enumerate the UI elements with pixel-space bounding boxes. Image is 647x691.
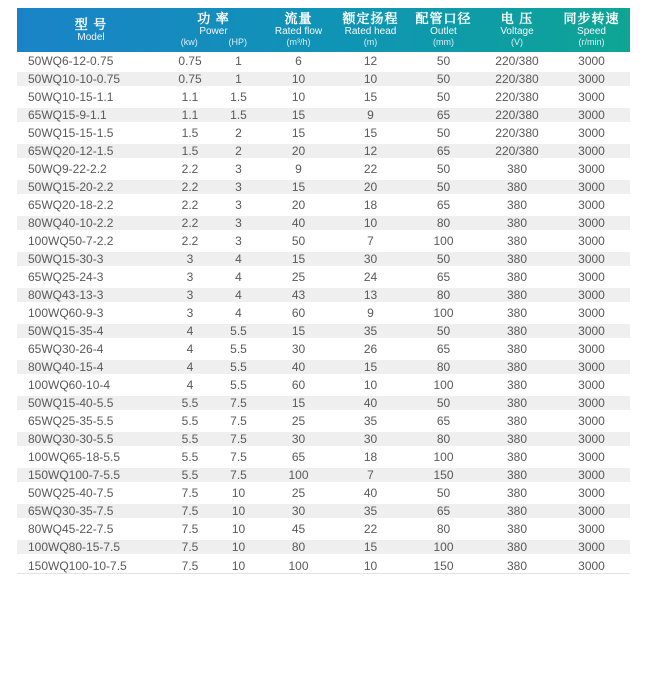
cell-outlet: 80 <box>406 430 481 448</box>
cell-flow: 100 <box>262 466 335 484</box>
cell-power-kw: 5.5 <box>165 394 215 412</box>
cell-voltage: 380 <box>481 556 553 574</box>
cell-power-hp: 2 <box>215 142 262 160</box>
cell-power-hp: 10 <box>215 520 262 538</box>
cell-head: 13 <box>335 286 406 304</box>
cell-head: 22 <box>335 160 406 178</box>
cell-flow: 40 <box>262 214 335 232</box>
cell-model: 100WQ50-7-2.2 <box>17 232 165 250</box>
cell-power-hp: 10 <box>215 538 262 556</box>
table-row <box>17 430 630 448</box>
flow-header-unit: (m³/h) <box>286 37 311 47</box>
cell-power-kw: 5.5 <box>165 466 215 484</box>
power-unit-hp: (HP) <box>228 37 247 47</box>
cell-head: 9 <box>335 304 406 322</box>
cell-speed: 3000 <box>553 178 630 196</box>
cell-flow: 9 <box>262 160 335 178</box>
cell-outlet: 65 <box>406 412 481 430</box>
cell-power-hp: 7.5 <box>215 466 262 484</box>
cell-speed: 3000 <box>553 484 630 502</box>
table-row <box>17 556 630 574</box>
cell-outlet: 50 <box>406 88 481 106</box>
cell-speed: 3000 <box>553 304 630 322</box>
cell-power-hp: 7.5 <box>215 430 262 448</box>
cell-power-kw: 1.1 <box>165 106 215 124</box>
cell-flow: 60 <box>262 376 335 394</box>
cell-speed: 3000 <box>553 286 630 304</box>
cell-model: 65WQ30-26-4 <box>17 340 165 358</box>
outlet-header-en: Outlet <box>430 26 457 37</box>
cell-voltage: 220/380 <box>481 52 553 70</box>
cell-model: 65WQ30-35-7.5 <box>17 502 165 520</box>
cell-speed: 3000 <box>553 160 630 178</box>
cell-power-hp: 2 <box>215 124 262 142</box>
cell-voltage: 380 <box>481 268 553 286</box>
cell-model: 50WQ9-22-2.2 <box>17 160 165 178</box>
cell-power-hp: 7.5 <box>215 412 262 430</box>
cell-speed: 3000 <box>553 412 630 430</box>
cell-model: 100WQ60-9-3 <box>17 304 165 322</box>
cell-voltage: 380 <box>481 358 553 376</box>
cell-voltage: 380 <box>481 178 553 196</box>
cell-power-kw: 0.75 <box>165 52 215 70</box>
table-row <box>17 448 630 466</box>
cell-voltage: 380 <box>481 232 553 250</box>
cell-head: 7 <box>335 232 406 250</box>
cell-outlet: 80 <box>406 520 481 538</box>
model-header-zh: 型 号 <box>74 16 108 32</box>
cell-voltage: 220/380 <box>481 88 553 106</box>
cell-outlet: 50 <box>406 484 481 502</box>
cell-outlet: 150 <box>406 556 481 574</box>
table-row <box>17 358 630 376</box>
cell-voltage: 380 <box>481 502 553 520</box>
outlet-header-zh: 配管口径 <box>415 11 472 26</box>
cell-outlet: 65 <box>406 196 481 214</box>
cell-head: 40 <box>335 394 406 412</box>
cell-model: 50WQ15-30-3 <box>17 250 165 268</box>
cell-speed: 3000 <box>553 358 630 376</box>
speed-header-en: Speed <box>577 26 606 37</box>
cell-speed: 3000 <box>553 538 630 556</box>
cell-flow: 15 <box>262 124 335 142</box>
cell-head: 22 <box>335 520 406 538</box>
power-header-en: Power <box>199 26 228 37</box>
voltage-header-en: Voltage <box>500 26 534 37</box>
cell-model: 150WQ100-10-7.5 <box>17 556 165 574</box>
header-row <box>17 8 630 52</box>
cell-outlet: 65 <box>406 502 481 520</box>
table-row <box>17 538 630 556</box>
cell-speed: 3000 <box>553 502 630 520</box>
cell-model: 65WQ25-24-3 <box>17 268 165 286</box>
cell-head: 10 <box>335 376 406 394</box>
cell-power-hp: 4 <box>215 268 262 286</box>
cell-power-kw: 3 <box>165 304 215 322</box>
cell-power-kw: 2.2 <box>165 214 215 232</box>
col-header-model <box>17 8 165 52</box>
cell-outlet: 65 <box>406 106 481 124</box>
cell-flow: 30 <box>262 502 335 520</box>
cell-outlet: 100 <box>406 376 481 394</box>
cell-head: 15 <box>335 124 406 142</box>
cell-power-kw: 2.2 <box>165 178 215 196</box>
cell-power-hp: 3 <box>215 178 262 196</box>
cell-head: 18 <box>335 448 406 466</box>
cell-voltage: 380 <box>481 484 553 502</box>
cell-outlet: 100 <box>406 304 481 322</box>
cell-power-kw: 3 <box>165 250 215 268</box>
cell-power-kw: 5.5 <box>165 412 215 430</box>
cell-power-kw: 7.5 <box>165 556 215 574</box>
cell-flow: 100 <box>262 556 335 574</box>
cell-power-kw: 7.5 <box>165 538 215 556</box>
cell-speed: 3000 <box>553 556 630 574</box>
cell-outlet: 65 <box>406 142 481 160</box>
table-row <box>17 124 630 142</box>
table-row <box>17 160 630 178</box>
cell-power-hp: 5.5 <box>215 358 262 376</box>
cell-speed: 3000 <box>553 70 630 88</box>
cell-model: 100WQ65-18-5.5 <box>17 448 165 466</box>
cell-voltage: 380 <box>481 466 553 484</box>
table-row <box>17 268 630 286</box>
cell-flow: 6 <box>262 52 335 70</box>
table-row <box>17 142 630 160</box>
cell-flow: 15 <box>262 394 335 412</box>
cell-outlet: 50 <box>406 52 481 70</box>
cell-outlet: 150 <box>406 466 481 484</box>
cell-power-hp: 4 <box>215 250 262 268</box>
cell-power-hp: 10 <box>215 484 262 502</box>
cell-model: 80WQ45-22-7.5 <box>17 520 165 538</box>
cell-head: 10 <box>335 214 406 232</box>
cell-power-kw: 1.5 <box>165 142 215 160</box>
cell-speed: 3000 <box>553 106 630 124</box>
cell-voltage: 380 <box>481 538 553 556</box>
cell-model: 80WQ30-30-5.5 <box>17 430 165 448</box>
cell-head: 10 <box>335 70 406 88</box>
cell-speed: 3000 <box>553 430 630 448</box>
power-header-zh: 功 率 <box>197 11 230 26</box>
cell-outlet: 50 <box>406 70 481 88</box>
cell-power-kw: 4 <box>165 340 215 358</box>
cell-head: 26 <box>335 340 406 358</box>
cell-power-kw: 3 <box>165 286 215 304</box>
cell-speed: 3000 <box>553 142 630 160</box>
cell-head: 35 <box>335 322 406 340</box>
cell-voltage: 380 <box>481 520 553 538</box>
cell-outlet: 50 <box>406 322 481 340</box>
cell-model: 150WQ100-7-5.5 <box>17 466 165 484</box>
cell-model: 50WQ10-15-1.1 <box>17 88 165 106</box>
cell-flow: 15 <box>262 250 335 268</box>
cell-model: 65WQ15-9-1.1 <box>17 106 165 124</box>
cell-model: 50WQ15-35-4 <box>17 322 165 340</box>
cell-power-hp: 7.5 <box>215 448 262 466</box>
cell-flow: 25 <box>262 268 335 286</box>
cell-voltage: 380 <box>481 448 553 466</box>
table-row <box>17 250 630 268</box>
speed-header-zh: 同步转速 <box>563 11 620 26</box>
col-header-flow <box>262 8 335 52</box>
table-row <box>17 52 630 70</box>
cell-power-hp: 10 <box>215 502 262 520</box>
cell-outlet: 65 <box>406 340 481 358</box>
cell-outlet: 80 <box>406 214 481 232</box>
cell-outlet: 50 <box>406 250 481 268</box>
cell-power-kw: 7.5 <box>165 520 215 538</box>
cell-model: 80WQ43-13-3 <box>17 286 165 304</box>
cell-speed: 3000 <box>553 520 630 538</box>
cell-model: 50WQ15-15-1.5 <box>17 124 165 142</box>
cell-speed: 3000 <box>553 214 630 232</box>
cell-flow: 25 <box>262 412 335 430</box>
cell-flow: 25 <box>262 484 335 502</box>
table-row <box>17 106 630 124</box>
cell-power-kw: 2.2 <box>165 232 215 250</box>
cell-outlet: 100 <box>406 538 481 556</box>
cell-head: 15 <box>335 88 406 106</box>
cell-power-kw: 7.5 <box>165 502 215 520</box>
cell-voltage: 380 <box>481 286 553 304</box>
cell-voltage: 380 <box>481 376 553 394</box>
cell-outlet: 50 <box>406 178 481 196</box>
cell-power-hp: 7.5 <box>215 394 262 412</box>
head-header-unit: (m) <box>363 37 378 47</box>
cell-voltage: 220/380 <box>481 106 553 124</box>
cell-model: 50WQ25-40-7.5 <box>17 484 165 502</box>
cell-flow: 80 <box>262 538 335 556</box>
pump-spec-table <box>17 8 630 574</box>
cell-flow: 43 <box>262 286 335 304</box>
cell-power-hp: 3 <box>215 214 262 232</box>
table-body <box>17 52 630 574</box>
head-header-zh: 额定扬程 <box>342 11 399 26</box>
cell-head: 12 <box>335 142 406 160</box>
cell-flow: 15 <box>262 322 335 340</box>
table-header <box>17 8 630 52</box>
cell-voltage: 380 <box>481 394 553 412</box>
table-row <box>17 340 630 358</box>
table-row <box>17 70 630 88</box>
cell-head: 30 <box>335 430 406 448</box>
table-row <box>17 502 630 520</box>
cell-power-kw: 5.5 <box>165 448 215 466</box>
table-row <box>17 214 630 232</box>
cell-power-kw: 7.5 <box>165 484 215 502</box>
cell-power-kw: 2.2 <box>165 196 215 214</box>
cell-outlet: 100 <box>406 232 481 250</box>
cell-outlet: 100 <box>406 448 481 466</box>
cell-speed: 3000 <box>553 196 630 214</box>
cell-model: 50WQ6-12-0.75 <box>17 52 165 70</box>
cell-power-hp: 5.5 <box>215 340 262 358</box>
cell-voltage: 220/380 <box>481 124 553 142</box>
cell-outlet: 50 <box>406 160 481 178</box>
cell-flow: 10 <box>262 88 335 106</box>
cell-power-hp: 5.5 <box>215 376 262 394</box>
cell-model: 80WQ40-10-2.2 <box>17 214 165 232</box>
col-header-voltage <box>481 8 553 52</box>
cell-outlet: 50 <box>406 124 481 142</box>
cell-voltage: 380 <box>481 304 553 322</box>
cell-power-kw: 4 <box>165 358 215 376</box>
speed-header-unit: (r/min) <box>578 37 605 47</box>
cell-model: 65WQ20-18-2.2 <box>17 196 165 214</box>
cell-voltage: 380 <box>481 322 553 340</box>
cell-flow: 15 <box>262 178 335 196</box>
cell-outlet: 80 <box>406 286 481 304</box>
cell-power-hp: 1 <box>215 52 262 70</box>
cell-head: 35 <box>335 412 406 430</box>
cell-head: 15 <box>335 358 406 376</box>
cell-voltage: 380 <box>481 196 553 214</box>
cell-model: 80WQ40-15-4 <box>17 358 165 376</box>
cell-head: 15 <box>335 538 406 556</box>
table-row <box>17 376 630 394</box>
cell-power-hp: 4 <box>215 304 262 322</box>
cell-head: 10 <box>335 556 406 574</box>
cell-voltage: 380 <box>481 214 553 232</box>
cell-head: 18 <box>335 196 406 214</box>
voltage-header-unit: (V) <box>511 37 523 47</box>
flow-header-zh: 流量 <box>284 11 313 26</box>
cell-model: 50WQ15-20-2.2 <box>17 178 165 196</box>
cell-power-kw: 1.1 <box>165 88 215 106</box>
flow-header-en: Rated flow <box>274 26 323 37</box>
cell-voltage: 380 <box>481 340 553 358</box>
cell-speed: 3000 <box>553 340 630 358</box>
cell-head: 9 <box>335 106 406 124</box>
cell-model: 65WQ25-35-5.5 <box>17 412 165 430</box>
cell-speed: 3000 <box>553 250 630 268</box>
cell-voltage: 380 <box>481 160 553 178</box>
power-header-units <box>165 37 262 48</box>
table-row <box>17 196 630 214</box>
cell-flow: 40 <box>262 358 335 376</box>
cell-flow: 30 <box>262 430 335 448</box>
table-row <box>17 520 630 538</box>
cell-flow: 20 <box>262 142 335 160</box>
cell-speed: 3000 <box>553 232 630 250</box>
cell-power-kw: 0.75 <box>165 70 215 88</box>
cell-voltage: 220/380 <box>481 142 553 160</box>
cell-speed: 3000 <box>553 376 630 394</box>
table-row <box>17 484 630 502</box>
cell-model: 100WQ60-10-4 <box>17 376 165 394</box>
cell-head: 24 <box>335 268 406 286</box>
cell-speed: 3000 <box>553 394 630 412</box>
cell-voltage: 220/380 <box>481 70 553 88</box>
cell-voltage: 380 <box>481 412 553 430</box>
cell-power-hp: 1 <box>215 70 262 88</box>
cell-model: 100WQ80-15-7.5 <box>17 538 165 556</box>
cell-flow: 20 <box>262 196 335 214</box>
cell-flow: 30 <box>262 340 335 358</box>
cell-model: 50WQ10-10-0.75 <box>17 70 165 88</box>
col-header-head <box>335 8 406 52</box>
cell-power-hp: 10 <box>215 556 262 574</box>
table-row <box>17 88 630 106</box>
cell-power-kw: 2.2 <box>165 160 215 178</box>
model-header-en: Model <box>77 31 105 43</box>
voltage-header-zh: 电 压 <box>500 11 534 26</box>
table-row <box>17 286 630 304</box>
cell-speed: 3000 <box>553 448 630 466</box>
cell-model: 65WQ20-12-1.5 <box>17 142 165 160</box>
cell-outlet: 80 <box>406 358 481 376</box>
cell-flow: 10 <box>262 70 335 88</box>
cell-power-kw: 4 <box>165 322 215 340</box>
cell-model: 50WQ15-40-5.5 <box>17 394 165 412</box>
table-row <box>17 232 630 250</box>
cell-head: 12 <box>335 52 406 70</box>
table-row <box>17 394 630 412</box>
cell-speed: 3000 <box>553 268 630 286</box>
cell-outlet: 65 <box>406 268 481 286</box>
cell-speed: 3000 <box>553 52 630 70</box>
cell-power-kw: 4 <box>165 376 215 394</box>
table-row <box>17 322 630 340</box>
cell-power-hp: 1.5 <box>215 88 262 106</box>
col-header-speed <box>553 8 630 52</box>
cell-power-hp: 4 <box>215 286 262 304</box>
table-row <box>17 412 630 430</box>
cell-head: 30 <box>335 250 406 268</box>
head-header-en: Rated head <box>344 26 397 37</box>
cell-power-hp: 5.5 <box>215 322 262 340</box>
cell-voltage: 380 <box>481 250 553 268</box>
cell-power-kw: 1.5 <box>165 124 215 142</box>
table-row <box>17 466 630 484</box>
cell-flow: 45 <box>262 520 335 538</box>
cell-head: 7 <box>335 466 406 484</box>
outlet-header-unit: (mm) <box>433 37 454 47</box>
cell-speed: 3000 <box>553 322 630 340</box>
cell-power-kw: 3 <box>165 268 215 286</box>
cell-power-hp: 3 <box>215 160 262 178</box>
cell-power-hp: 3 <box>215 232 262 250</box>
table-row <box>17 304 630 322</box>
cell-head: 40 <box>335 484 406 502</box>
col-header-power <box>165 8 262 52</box>
power-unit-kw: (kw) <box>180 37 198 47</box>
cell-head: 35 <box>335 502 406 520</box>
cell-power-hp: 1.5 <box>215 106 262 124</box>
cell-speed: 3000 <box>553 124 630 142</box>
cell-power-hp: 3 <box>215 196 262 214</box>
cell-power-kw: 5.5 <box>165 430 215 448</box>
cell-flow: 60 <box>262 304 335 322</box>
cell-voltage: 380 <box>481 430 553 448</box>
cell-speed: 3000 <box>553 88 630 106</box>
cell-outlet: 50 <box>406 394 481 412</box>
table-row <box>17 178 630 196</box>
cell-flow: 15 <box>262 106 335 124</box>
cell-speed: 3000 <box>553 466 630 484</box>
cell-flow: 50 <box>262 232 335 250</box>
col-header-outlet <box>406 8 481 52</box>
cell-flow: 65 <box>262 448 335 466</box>
cell-head: 20 <box>335 178 406 196</box>
